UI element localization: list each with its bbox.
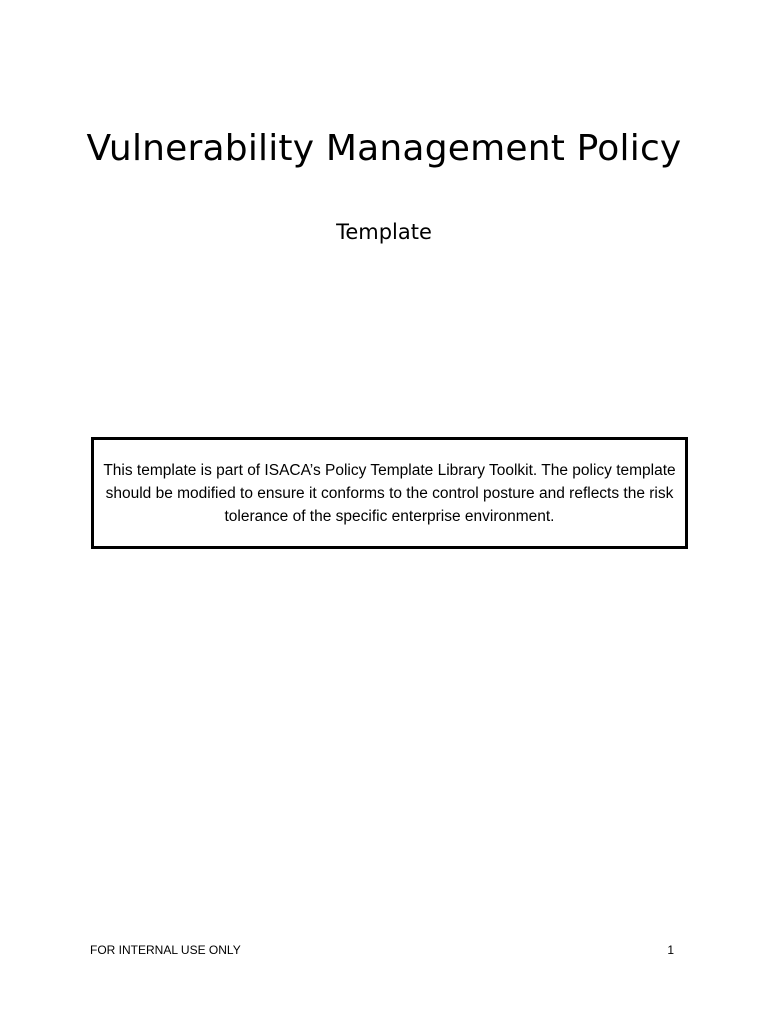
footer-classification: FOR INTERNAL USE ONLY — [90, 943, 241, 957]
template-notice-text: This template is part of ISACA’s Policy Template Library Toolkit. The policy template should be modified to ensure it conforms to the control posture and reflects the risk tolerance of the specific enterprise environment. — [103, 461, 676, 525]
document-title: Vulnerability Management Policy — [86, 128, 682, 169]
template-notice-box — [91, 437, 688, 549]
document-subtitle: Template — [336, 220, 432, 244]
footer-page-number: 1 — [667, 943, 674, 957]
